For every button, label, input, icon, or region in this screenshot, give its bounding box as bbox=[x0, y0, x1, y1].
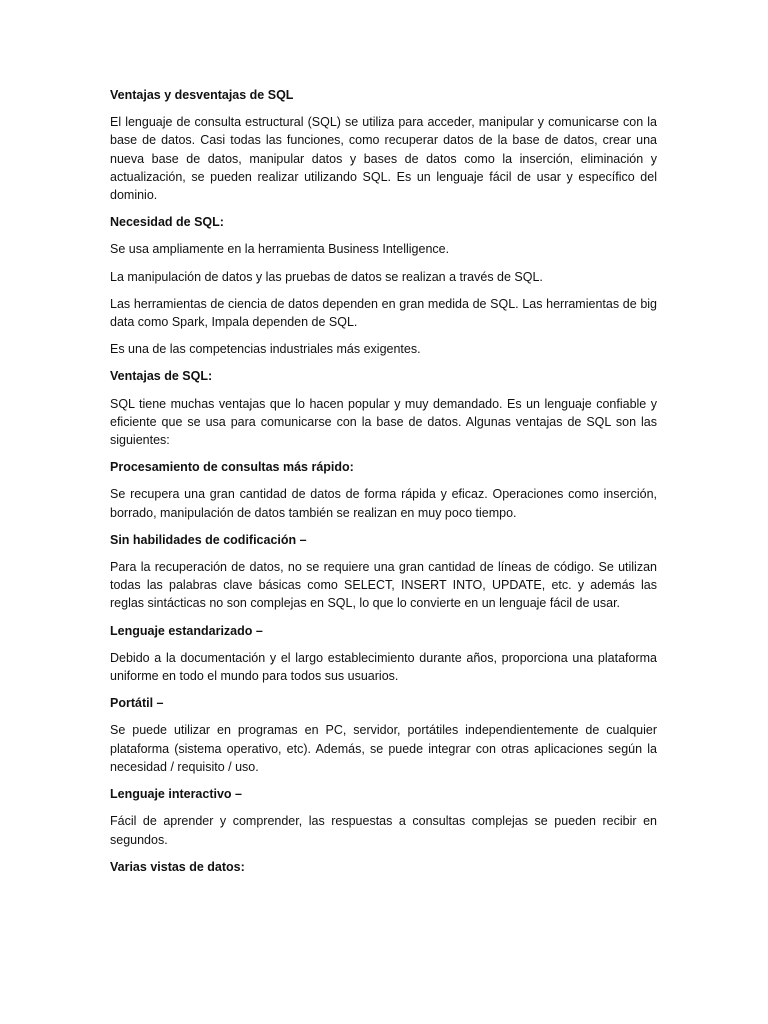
ventajas-paragraph: SQL tiene muchas ventajas que lo hacen popular y muy demandado. Es un lenguaje confiable y eficiente que se usa para comunicarse con la base de datos. Algunas ventajas de SQL son las siguientes: bbox=[110, 396, 657, 448]
heading-necesidad: Necesidad de SQL: bbox=[110, 215, 224, 230]
intro-paragraph: El lenguaje de consulta estructural (SQL) se utiliza para acceder, manipular y comunicarse con la base de datos. Casi todas las funciones, como recuperar datos de la base de datos, crear una nueva base de datos, manipular datos y bases de datos como la inserción, eliminación y actualización, se pueden realizar utilizando SQL. Es un lenguaje fácil de usar y específico del dominio. bbox=[110, 115, 657, 203]
sin-habilidades-paragraph: Para la recuperación de datos, no se requiere una gran cantidad de líneas de código. Se utilizan todas las palabras clave básicas como SELECT, INSERT INTO, UPDATE, etc. y además las reglas sintácticas no son complejas en SQL, lo que lo convierte en un lenguaje fácil de usar. bbox=[110, 560, 657, 611]
heading-portatil: Portátil – bbox=[110, 696, 164, 711]
heading-ventajas: Ventajas de SQL: bbox=[110, 369, 213, 384]
portatil-paragraph: Se puede utilizar en programas en PC, servidor, portátiles independientemente de cualquier plataforma (sistema operativo, etc). Además, se puede integrar con otras aplicaciones según la necesidad / requisito / uso. bbox=[110, 723, 657, 774]
heading-lenguaje-estandarizado: Lenguaje estandarizado – bbox=[110, 623, 263, 638]
heading-sin-habilidades: Sin habilidades de codificación – bbox=[110, 532, 307, 547]
necesidad-paragraph-3: Las herramientas de ciencia de datos dependen en gran medida de SQL. Las herramientas de big data como Spark, Impala dependen de SQL. bbox=[110, 296, 657, 330]
necesidad-paragraph-4: Es una de las competencias industriales más exigentes. bbox=[110, 342, 421, 357]
lenguaje-estandarizado-paragraph: Debido a la documentación y el largo establecimiento durante años, proporciona una plataforma uniforme en todo el mundo para todos sus usuarios. bbox=[110, 650, 657, 684]
heading-lenguaje-interactivo: Lenguaje interactivo – bbox=[110, 787, 242, 802]
document-page bbox=[110, 86, 657, 885]
heading-procesamiento: Procesamiento de consultas más rápido: bbox=[110, 460, 354, 475]
necesidad-paragraph-1: Se usa ampliamente en la herramienta Business Intelligence. bbox=[110, 242, 450, 257]
heading-ventajas-desventajas: Ventajas y desventajas de SQL bbox=[110, 88, 294, 102]
necesidad-paragraph-2: La manipulación de datos y las pruebas de datos se realizan a través de SQL. bbox=[110, 269, 543, 284]
procesamiento-paragraph: Se recupera una gran cantidad de datos de forma rápida y eficaz. Operaciones como inserción, borrado, manipulación de datos también se realizan en muy poco tiempo. bbox=[110, 487, 657, 520]
heading-varias-vistas: Varias vistas de datos: bbox=[110, 859, 245, 874]
lenguaje-interactivo-paragraph: Fácil de aprender y comprender, las respuestas a consultas complejas se pueden recibir en segundos. bbox=[110, 814, 657, 847]
